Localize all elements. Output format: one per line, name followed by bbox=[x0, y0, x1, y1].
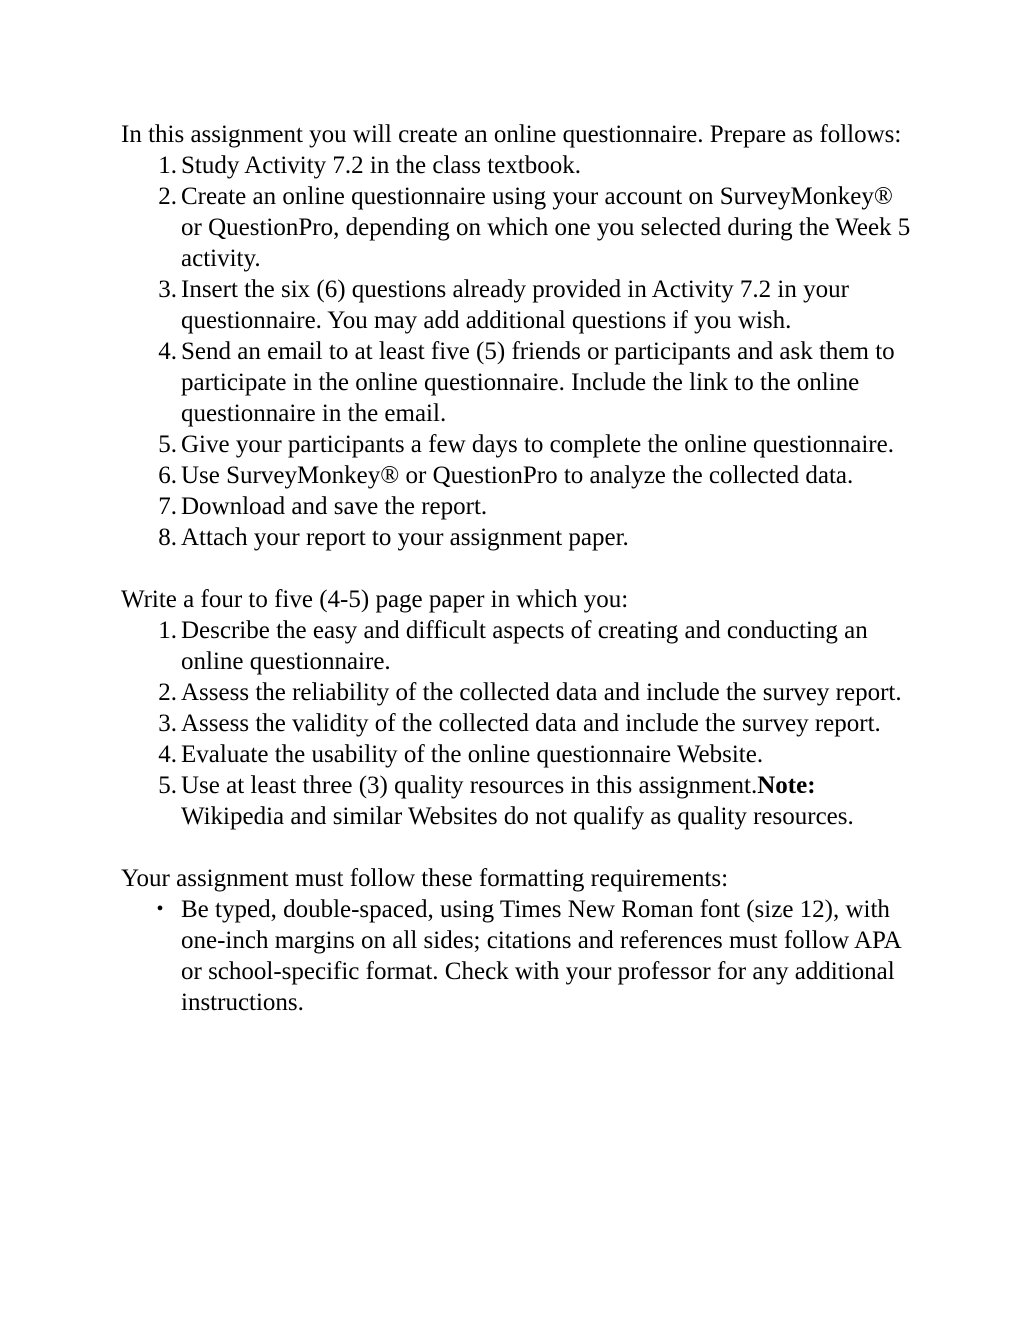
paper-requirements-list bbox=[121, 615, 911, 832]
list-item: Assess the validity of the collected data and include the survey report. bbox=[181, 710, 881, 737]
list-item: Create an online questionnaire using your account on SurveyMonkey® or QuestionPro, depending on which one you selected during the Week 5 activity. bbox=[181, 183, 911, 272]
preparation-steps-list bbox=[121, 150, 911, 553]
paper-paragraph: Write a four to five (4-5) page paper in which you: bbox=[121, 586, 629, 613]
list-item: Download and save the report. bbox=[181, 493, 488, 520]
list-item bbox=[181, 770, 911, 832]
list-item: Send an email to at least five (5) friends or participants and ask them to participate in the online questionnaire. Include the link to the online questionnaire in the email. bbox=[181, 338, 895, 427]
item-text: Wikipedia and similar Websites do not qualify as quality resources. bbox=[181, 803, 854, 830]
list-item bbox=[156, 894, 911, 1018]
list-item: Give your participants a few days to complete the online questionnaire. bbox=[181, 431, 894, 458]
item-text: Be typed, double-spaced, using Times New Roman font (size 12), with one-inch margins on all sides; citations and references must follow APA or school-specific format. Check with your professor for any additional instructions. bbox=[181, 896, 901, 1016]
list-item: Describe the easy and difficult aspects of creating and conducting an online questionnaire. bbox=[181, 617, 868, 675]
intro-paragraph: In this assignment you will create an online questionnaire. Prepare as follows: bbox=[121, 121, 902, 148]
section-spacer bbox=[121, 832, 911, 863]
formatting-requirements-list bbox=[121, 894, 911, 1018]
list-item: Use SurveyMonkey® or QuestionPro to analyze the collected data. bbox=[181, 462, 854, 489]
note-label: Note: bbox=[757, 772, 816, 799]
formatting-paragraph: Your assignment must follow these formatting requirements: bbox=[121, 865, 729, 892]
list-item: Assess the reliability of the collected data and include the survey report. bbox=[181, 679, 902, 706]
section-spacer bbox=[121, 553, 911, 584]
list-item: Insert the six (6) questions already provided in Activity 7.2 in your questionnaire. You may add additional questions if you wish. bbox=[181, 276, 849, 334]
document-page bbox=[121, 119, 911, 1018]
list-item: Attach your report to your assignment paper. bbox=[181, 524, 629, 551]
item-text: Use at least three (3) quality resources in this assignment. bbox=[181, 772, 758, 799]
list-item: Evaluate the usability of the online questionnaire Website. bbox=[181, 741, 764, 768]
list-item: Study Activity 7.2 in the class textbook. bbox=[181, 152, 581, 179]
bullet-icon: • bbox=[156, 898, 164, 920]
